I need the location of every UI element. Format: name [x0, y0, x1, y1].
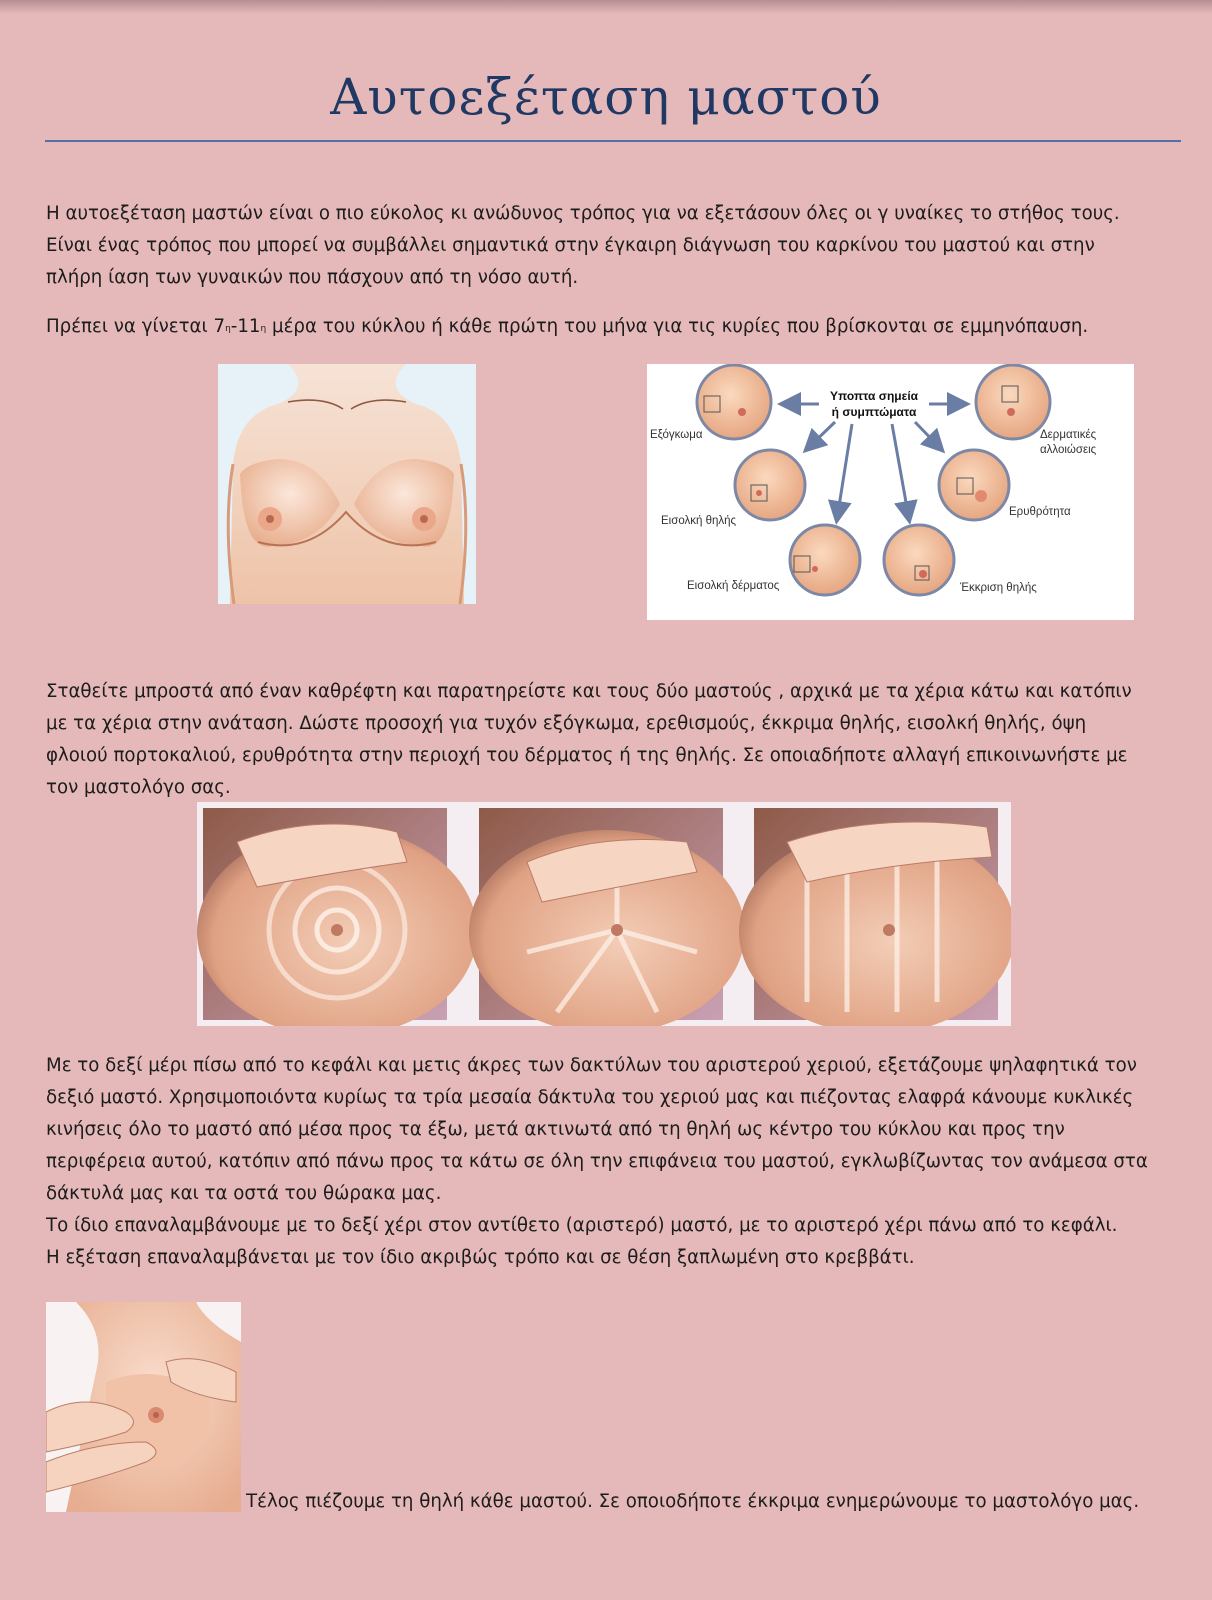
- timing-text: -11: [230, 316, 261, 337]
- arrows: [783, 404, 965, 519]
- final-line: Τέλος πιέζουμε τη θηλή κάθε μαστού. Σε οποιοδήποτε έκκριμα ενημερώνουμε το μαστολόγο μας.: [246, 1491, 1140, 1512]
- palpation-line: κινήσεις όλο το μαστό από μέσα προς τα έξω, μετά ακτινωτά από τη θηλή ως κέντρο του κύκλου και προς την: [46, 1119, 1065, 1140]
- timing-text: μέρα του κύκλου ή κάθε πρώτη του μήνα για τις κυρίες που βρίσκονται σε εμμηνόπαυση.: [266, 316, 1089, 337]
- intro-line: Είναι ένας τρόπος που μπορεί να συμβάλλει σημαντικά στην έγκαιρη διάγνωση του καρκίνου του μαστού και στην: [46, 235, 1095, 256]
- palpation-techniques: [197, 802, 1011, 1026]
- timing-text: Πρέπει να γίνεται 7: [46, 316, 226, 337]
- timing-paragraph: [46, 311, 1186, 343]
- timing-sup: η: [225, 324, 231, 334]
- mirror-paragraph: [46, 676, 1186, 804]
- label-redness: Ερυθρότητα: [1009, 506, 1071, 518]
- nipple-squeeze-illustration: [46, 1302, 241, 1512]
- top-shade: [0, 0, 1212, 14]
- breast-nipple-discharge: [884, 525, 954, 595]
- palpation-line: Η εξέταση επαναλαμβάνεται με τον ίδιο ακριβώς τρόπο και σε θέση ξαπλωμένη στο κρεββάτι.: [46, 1247, 915, 1268]
- palpation-line: περιφέρεια αυτού, κατόπιν από πάνω προς τα κάτω σε όλη την επιφάνεια του μαστού, εγκλωβίζωντας τον ανάμεσα στα: [46, 1151, 1148, 1172]
- final-paragraph: [246, 1486, 1186, 1518]
- intro-paragraph: [46, 198, 1186, 294]
- diagram-title: ή συμπτώματα: [831, 405, 917, 419]
- mirror-line: φλοιού πορτοκαλιού, ερυθρότητα στην περιοχή του δέρματος ή της θηλής. Σε οποιαδήποτε αλλαγή επικοινωνήστε με: [46, 745, 1128, 766]
- symptoms-diagram: [647, 364, 1134, 620]
- label-nipple-discharge: Έκκριση θηλής: [960, 582, 1037, 594]
- palpation-paragraph: [46, 1050, 1186, 1274]
- page-title: Αυτοεξέταση μαστού: [330, 68, 882, 126]
- breast-nipple-retraction: [735, 450, 805, 520]
- panel-radial: [469, 808, 745, 1026]
- palpation-line: δάκτυλά μας και τα οστά του θώρακα μας.: [46, 1183, 442, 1204]
- label-lump: Εξόγκωμα: [650, 429, 703, 441]
- label-nipple-retraction: Εισολκή θηλής: [661, 515, 737, 527]
- torso-illustration: [218, 364, 476, 604]
- mirror-line: τον μαστολόγο σας.: [46, 777, 231, 798]
- mirror-line: Σταθείτε μπροστά από έναν καθρέφτη και παρατηρείστε και τους δύο μαστούς , αρχικά με τα χέρια κάτω και κατόπιν: [46, 681, 1132, 702]
- diagram-title: Υποπτα σημεία: [829, 389, 919, 403]
- timing-sup: η: [260, 324, 267, 334]
- label-skin-retraction: Εισολκή δέρματος: [687, 580, 780, 592]
- label-skin-changes: αλλοιώσεις: [1040, 444, 1097, 456]
- intro-line: πλήρη ίαση των γυναικών που πάσχουν από τη νόσο αυτή.: [46, 267, 579, 288]
- palpation-line: δεξιό μαστό. Χρησιμοποιόντα κυρίως τα τρία μεσαία δάκτυλα του χεριού μας και πιέζοντας ελαφρά κάνουμε κυκλικές: [46, 1087, 1134, 1108]
- breast-skin-retraction: [790, 525, 860, 595]
- panel-circular: [197, 808, 477, 1026]
- mirror-line: με τα χέρια στην ανάταση. Δώστε προσοχή για τυχόν εξόγκωμα, ερεθισμούς, έκκριμα θηλής, εισολκή θηλής, όψη: [46, 713, 1087, 734]
- breast-redness: [939, 450, 1009, 520]
- breast-lump: [697, 365, 771, 439]
- breast-skin-changes: [976, 365, 1050, 439]
- title-underline: [45, 140, 1181, 142]
- palpation-line: Με το δεξί μέρι πίσω από το κεφάλι και μετις άκρες των δακτύλων του αριστερού χεριού, εξετάζουμε ψηλαφητικά τον: [46, 1055, 1137, 1076]
- palpation-line: Το ίδιο επαναλαμβάνουμε με το δεξί χέρι στον αντίθετο (αριστερό) μαστό, με το αριστερό χέρι πάνω από το κεφάλι.: [46, 1215, 1118, 1236]
- label-skin-changes: Δερματικές: [1040, 429, 1097, 441]
- intro-line: Η αυτοεξέταση μαστών είναι ο πιο εύκολος κι ανώδυνος τρόπος για να εξετάσουν όλες οι γ υναίκες το στήθος τους.: [46, 203, 1120, 224]
- panel-vertical: [739, 808, 1011, 1026]
